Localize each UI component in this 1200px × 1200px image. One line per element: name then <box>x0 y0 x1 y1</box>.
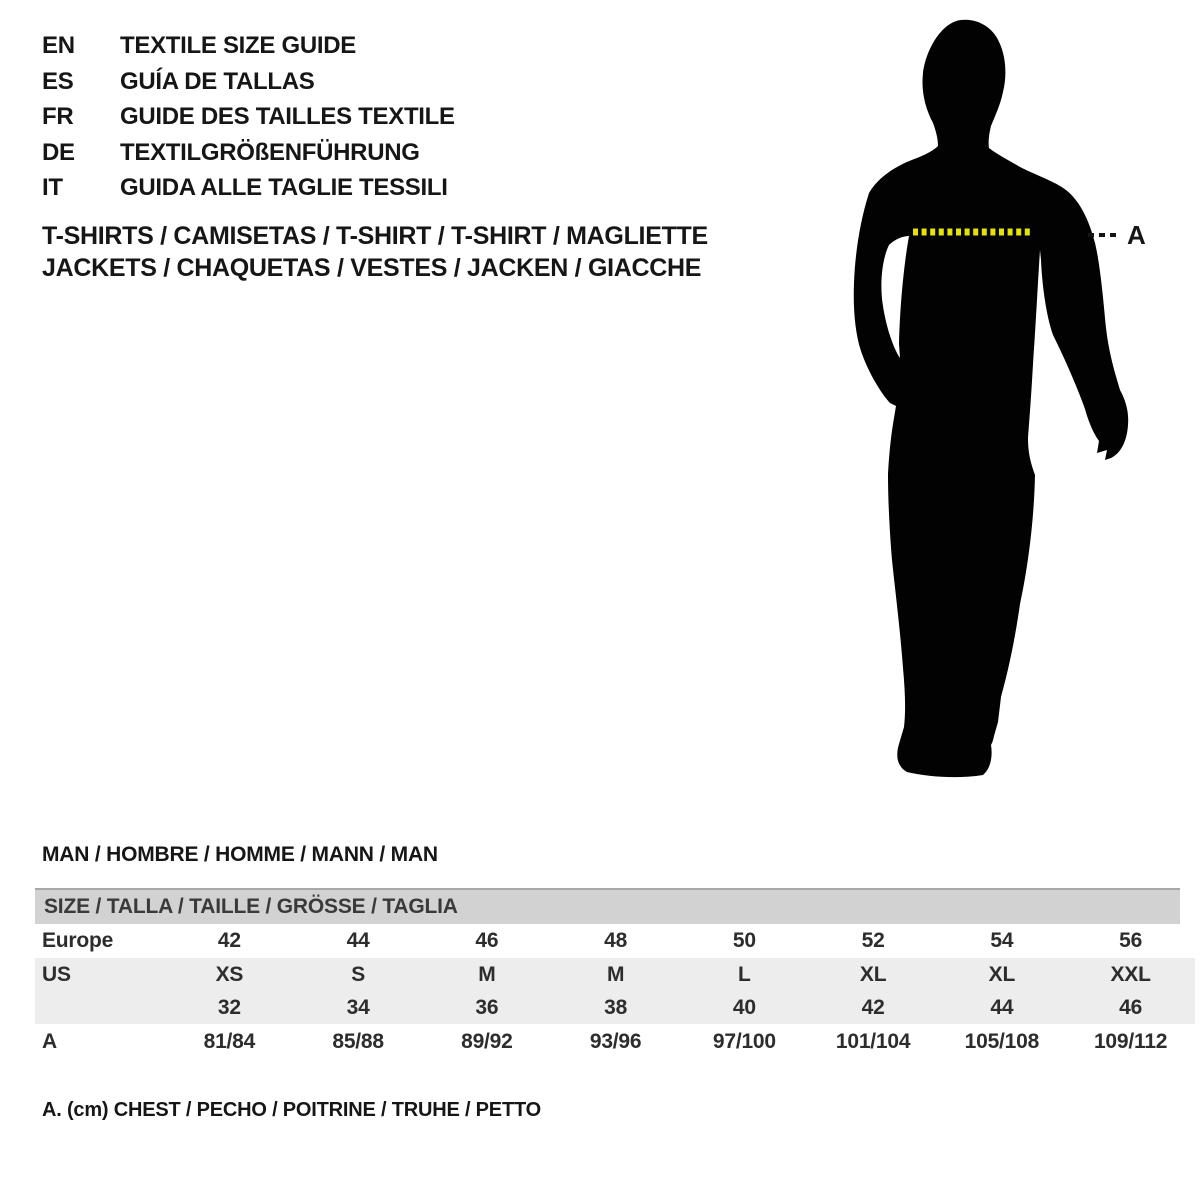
table-cell: 40 <box>732 995 756 1019</box>
language-code-de: DE <box>42 138 75 166</box>
table-cell: 46 <box>1119 995 1143 1019</box>
measurement-label-a: A <box>1127 220 1146 250</box>
language-row-fr <box>42 99 455 135</box>
categories-line-jackets: JACKETS / CHAQUETAS / VESTES / JACKEN / GIACCHE <box>42 253 702 282</box>
table-cell: S <box>351 962 366 986</box>
table-cell: 105/108 <box>964 1030 1040 1053</box>
language-row-de <box>42 135 455 171</box>
table-cell: 34 <box>346 995 370 1019</box>
table-cell: 50 <box>732 929 756 952</box>
language-code-es: ES <box>42 67 74 95</box>
measurement-footnote: A. (cm) CHEST / PECHO / POITRINE / TRUHE / PETTO <box>42 1099 541 1121</box>
table-cell: 44 <box>346 929 370 952</box>
guide-title-it: GUIDA ALLE TAGLIE TESSILI <box>120 174 448 201</box>
measure-dash-icon <box>1088 233 1120 237</box>
language-code-fr: FR <box>42 103 74 130</box>
language-row-it <box>42 170 455 206</box>
table-cell: M <box>606 962 625 986</box>
guide-title-en: TEXTILE SIZE GUIDE <box>120 32 356 59</box>
man-silhouette-svg <box>848 12 1138 787</box>
language-row-es <box>42 64 455 100</box>
row-label-europe: Europe <box>42 929 114 952</box>
table-cell: XL <box>988 962 1016 986</box>
table-cell: 97/100 <box>712 1030 776 1053</box>
table-cell: L <box>738 962 751 986</box>
table-cell: 93/96 <box>589 1030 642 1053</box>
table-row-chest-a <box>35 1024 1195 1060</box>
size-table <box>35 888 1195 1060</box>
table-cell: 44 <box>990 995 1014 1019</box>
man-silhouette <box>854 20 1128 777</box>
product-categories <box>42 221 708 284</box>
table-cell: 89/92 <box>461 1030 513 1053</box>
table-cell: 54 <box>990 929 1014 952</box>
table-cell: XXL <box>1110 962 1151 986</box>
table-cell: 46 <box>475 929 499 952</box>
table-cell: XL <box>859 962 887 986</box>
guide-title-fr: GUIDE DES TAILLES TEXTILE <box>120 103 455 130</box>
table-cell: 38 <box>604 995 628 1019</box>
guide-title-de: TEXTILGRÖßENFÜHRUNG <box>120 138 420 166</box>
language-code-en: EN <box>42 32 75 59</box>
table-cell: 32 <box>217 995 241 1019</box>
table-row-us-numeric <box>35 991 1195 1024</box>
table-cell: XS <box>215 962 244 986</box>
table-cell: 42 <box>217 929 241 952</box>
measurement-annotation <box>1088 221 1146 249</box>
row-label-a: A <box>42 1030 57 1053</box>
table-cell: 52 <box>861 929 885 952</box>
language-guide-list <box>42 28 455 206</box>
table-cell: 48 <box>604 929 628 952</box>
table-cell: 101/104 <box>835 1030 911 1053</box>
section-title-man: MAN / HOMBRE / HOMME / MANN / MAN <box>42 843 438 866</box>
table-cell: 81/84 <box>203 1030 256 1053</box>
table-cell: 42 <box>861 995 885 1019</box>
table-cell: 36 <box>475 995 499 1019</box>
table-row-us <box>35 958 1195 991</box>
language-code-it: IT <box>42 174 63 201</box>
table-cell: 56 <box>1119 929 1143 952</box>
man-figure <box>848 12 1138 787</box>
size-table-header: SIZE / TALLA / TAILLE / GRÖSSE / TAGLIA <box>35 888 1180 924</box>
table-cell: 85/88 <box>332 1030 384 1053</box>
table-cell: M <box>478 962 496 986</box>
table-row-europe <box>35 924 1195 958</box>
language-row-en <box>42 28 455 64</box>
table-cell: 109/112 <box>1093 1030 1168 1053</box>
row-label-us: US <box>42 962 71 986</box>
categories-line-tshirts: T-SHIRTS / CAMISETAS / T-SHIRT / T-SHIRT / MAGLIETTE <box>42 222 708 250</box>
guide-title-es: GUÍA DE TALLAS <box>120 67 315 95</box>
